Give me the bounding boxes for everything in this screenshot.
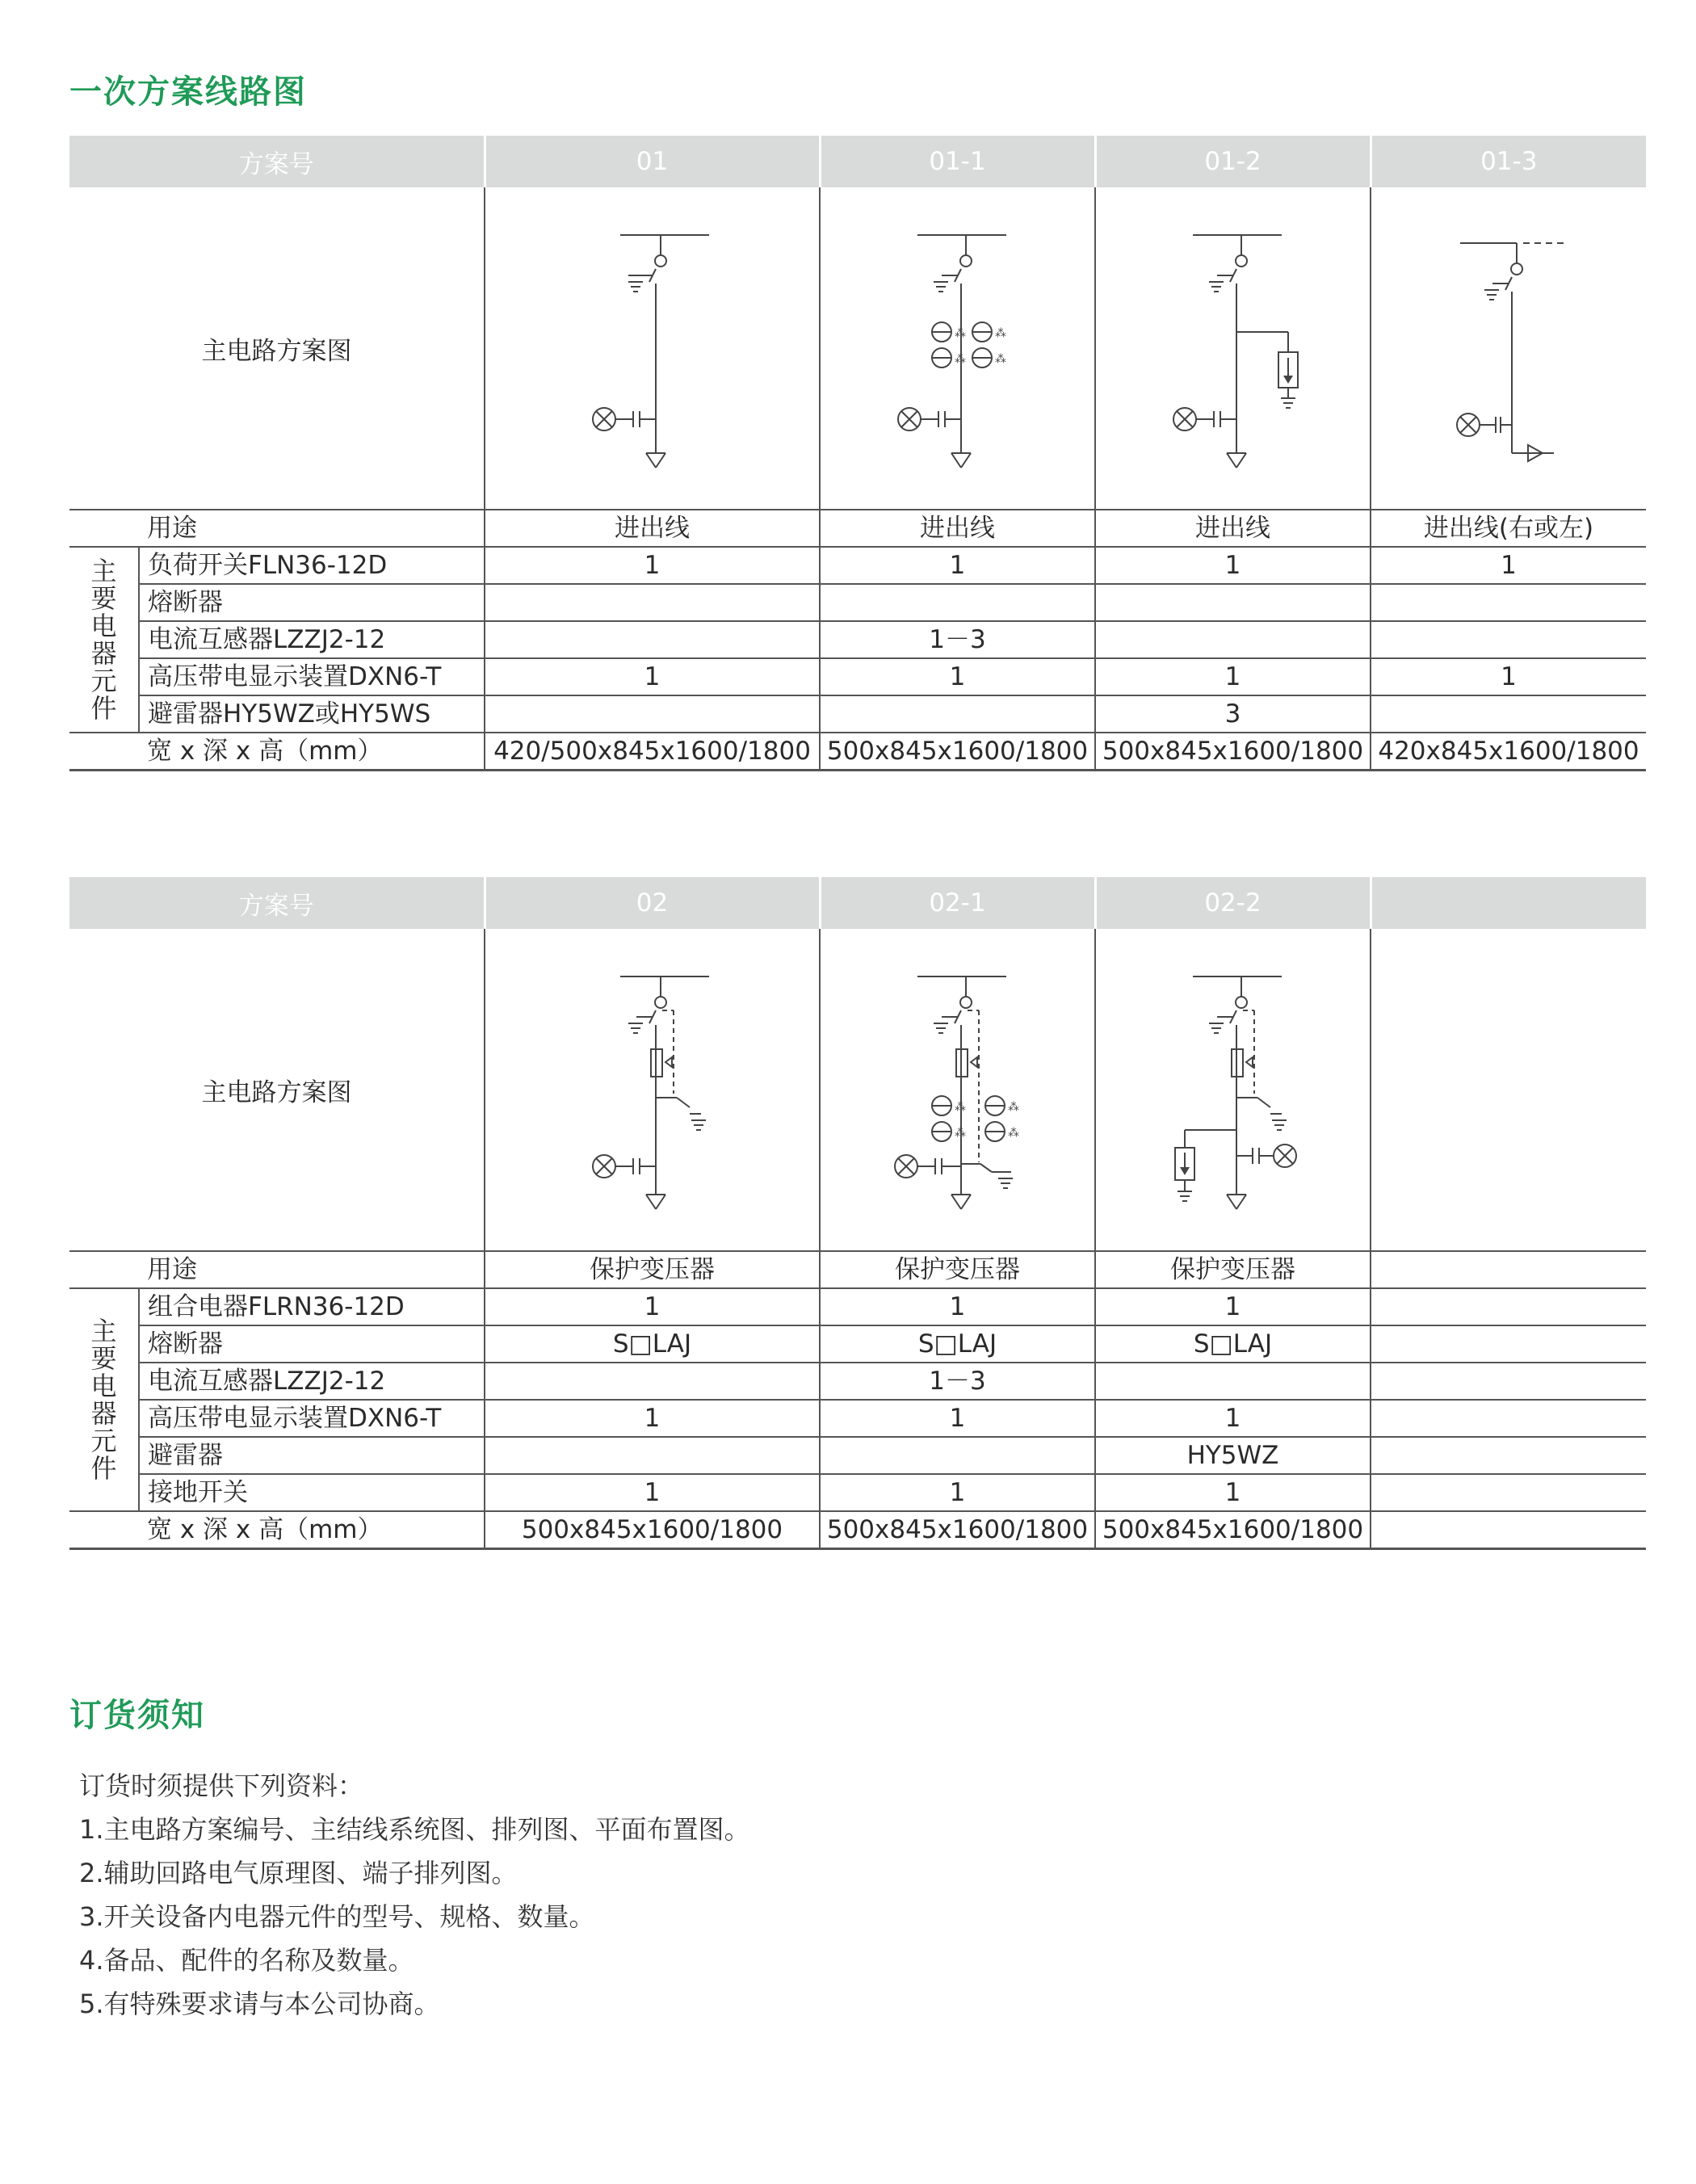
usage-label: 用途 [139, 1251, 485, 1288]
table-cell: 1 [820, 1288, 1095, 1325]
table-cell: 保护变压器 [820, 1251, 1095, 1288]
table-cell [1371, 1400, 1646, 1437]
scheme-number: 02-2 [1095, 877, 1371, 929]
table-row [69, 584, 1646, 621]
scheme-number: 02 [485, 877, 820, 929]
table-cell [485, 695, 820, 733]
table-cell: 1 [1095, 1400, 1371, 1437]
note-line: 4.备品、配件的名称及数量。 [79, 1945, 414, 1976]
table-row [69, 1474, 1646, 1511]
table-cell: 420/500x845x1600/1800 [485, 733, 820, 771]
table-cell [1095, 621, 1371, 658]
table-cell: 1 [485, 547, 820, 584]
table-cell: 500x845x1600/1800 [820, 733, 1095, 771]
scheme-number: 01-3 [1371, 136, 1646, 187]
table-cell [1371, 621, 1646, 658]
table-row [69, 1437, 1646, 1474]
component-name: 负荷开关FLN36-12D [139, 547, 485, 584]
note-line: 5.有特殊要求请与本公司协商。 [79, 1989, 440, 2019]
section-title-ordering: 订货须知 [69, 1697, 205, 1734]
table-cell: 500x845x1600/1800 [1095, 733, 1371, 771]
table-cell: 1 [820, 547, 1095, 584]
table-cell: 1－3 [820, 1363, 1095, 1400]
diagram-row [69, 929, 1646, 1251]
table-cell: HY5WZ [1095, 1437, 1371, 1474]
scheme-number-label: 方案号 [69, 877, 485, 929]
table-cell [1095, 584, 1371, 621]
table-cell: 1 [820, 658, 1095, 695]
table-row [69, 658, 1646, 695]
table-cell [1095, 1363, 1371, 1400]
table-cell: 进出线 [1095, 510, 1371, 547]
scheme-table-02 [69, 877, 1646, 1550]
component-name: 高压带电显示装置DXN6-T [139, 658, 485, 695]
table-cell [820, 1437, 1095, 1474]
scheme-number: 01 [485, 136, 820, 187]
diagram-row [69, 187, 1646, 510]
table-row [69, 621, 1646, 658]
table-cell: 1－3 [820, 621, 1095, 658]
table-row [69, 733, 1646, 771]
table-cell [1371, 1437, 1646, 1474]
note-line: 2.辅助回路电气原理图、端子排列图。 [79, 1858, 518, 1888]
table-cell: 1 [485, 1288, 820, 1325]
table-cell [485, 584, 820, 621]
circuit-diagram-02-2 [1095, 929, 1371, 1251]
category-label: 主要电器元件 [69, 547, 139, 733]
table-cell: 进出线(右或左) [1371, 510, 1646, 547]
scheme-table-01 [69, 136, 1646, 771]
table-cell [1371, 695, 1646, 733]
table-row [69, 695, 1646, 733]
circuit-diagram-01 [485, 187, 820, 510]
header-row [69, 877, 1646, 929]
table-cell: 1 [1095, 1474, 1371, 1511]
component-name: 避雷器HY5WZ或HY5WS [139, 695, 485, 733]
table-cell: 1 [820, 1474, 1095, 1511]
note-line: 订货时须提供下列资料： [79, 1770, 364, 1801]
circuit-diagram-02 [485, 929, 820, 1251]
table-cell: 保护变压器 [1095, 1251, 1371, 1288]
table-cell: 保护变压器 [485, 1251, 820, 1288]
table-row [69, 1251, 1646, 1288]
table-cell [485, 1363, 820, 1400]
table-cell: S□LAJ [820, 1325, 1095, 1363]
table-cell [1371, 1363, 1646, 1400]
circuit-diagram-empty [1371, 929, 1646, 1251]
component-name: 接地开关 [139, 1474, 485, 1511]
scheme-number: 01-2 [1095, 136, 1371, 187]
component-name: 组合电器FLRN36-12D [139, 1288, 485, 1325]
table-cell [820, 695, 1095, 733]
scheme-number: 01-1 [820, 136, 1095, 187]
table-cell: 1 [1095, 547, 1371, 584]
table-cell: 1 [485, 1400, 820, 1437]
table-cell: 500x845x1600/1800 [820, 1511, 1095, 1549]
table-cell: 1 [820, 1400, 1095, 1437]
table-cell: S□LAJ [1095, 1325, 1371, 1363]
category-label: 主要电器元件 [69, 1288, 139, 1511]
scheme-number: 02-1 [820, 877, 1095, 929]
usage-label: 用途 [139, 510, 485, 547]
table-cell: 进出线 [820, 510, 1095, 547]
table-row [69, 1325, 1646, 1363]
ordering-notes [79, 1764, 750, 2026]
component-name: 避雷器 [139, 1437, 485, 1474]
table-cell [1371, 584, 1646, 621]
table-cell [1371, 1288, 1646, 1325]
table-cell: S□LAJ [485, 1325, 820, 1363]
size-label: 宽 x 深 x 高（mm） [139, 1511, 485, 1549]
table-cell [485, 621, 820, 658]
note-line: 3.开关设备内电器元件的型号、规格、数量。 [79, 1901, 595, 1932]
table-row [69, 547, 1646, 584]
component-name: 熔断器 [139, 584, 485, 621]
table-row [69, 510, 1646, 547]
table-cell: 1 [1095, 658, 1371, 695]
scheme-number-label: 方案号 [69, 136, 485, 187]
circuit-diagram-01-2 [1095, 187, 1371, 510]
diagram-label: 主电路方案图 [201, 1077, 352, 1107]
table-row [69, 1288, 1646, 1325]
circuit-diagram-01-3 [1371, 187, 1646, 510]
table-row [69, 1400, 1646, 1437]
section-title-schemes: 一次方案线路图 [69, 74, 307, 111]
table-cell: 500x845x1600/1800 [1095, 1511, 1371, 1549]
table-cell: 420x845x1600/1800 [1371, 733, 1646, 771]
table-cell [1371, 1325, 1646, 1363]
table-cell [1371, 1474, 1646, 1511]
note-line: 1.主电路方案编号、主结线系统图、排列图、平面布置图。 [79, 1814, 750, 1845]
diagram-label: 主电路方案图 [201, 336, 352, 366]
component-name: 电流互感器LZZJ2-12 [139, 1363, 485, 1400]
table-cell: 1 [485, 658, 820, 695]
header-row [69, 136, 1646, 187]
table-cell: 1 [1371, 658, 1646, 695]
table-cell [820, 584, 1095, 621]
table-cell: 500x845x1600/1800 [485, 1511, 820, 1549]
table-cell: 1 [485, 1474, 820, 1511]
table-row [69, 1511, 1646, 1549]
circuit-diagram-01-1 [820, 187, 1095, 510]
table-cell: 1 [1095, 1288, 1371, 1325]
table-cell: 3 [1095, 695, 1371, 733]
scheme-number [1371, 877, 1646, 929]
table-cell [1371, 1511, 1646, 1549]
component-name: 电流互感器LZZJ2-12 [139, 621, 485, 658]
component-name: 熔断器 [139, 1325, 485, 1363]
table-row [69, 1363, 1646, 1400]
table-cell: 进出线 [485, 510, 820, 547]
table-cell [1371, 1251, 1646, 1288]
circuit-diagram-02-1 [820, 929, 1095, 1251]
table-cell [485, 1437, 820, 1474]
component-name: 高压带电显示装置DXN6-T [139, 1400, 485, 1437]
table-cell: 1 [1371, 547, 1646, 584]
size-label: 宽 x 深 x 高（mm） [139, 733, 485, 771]
